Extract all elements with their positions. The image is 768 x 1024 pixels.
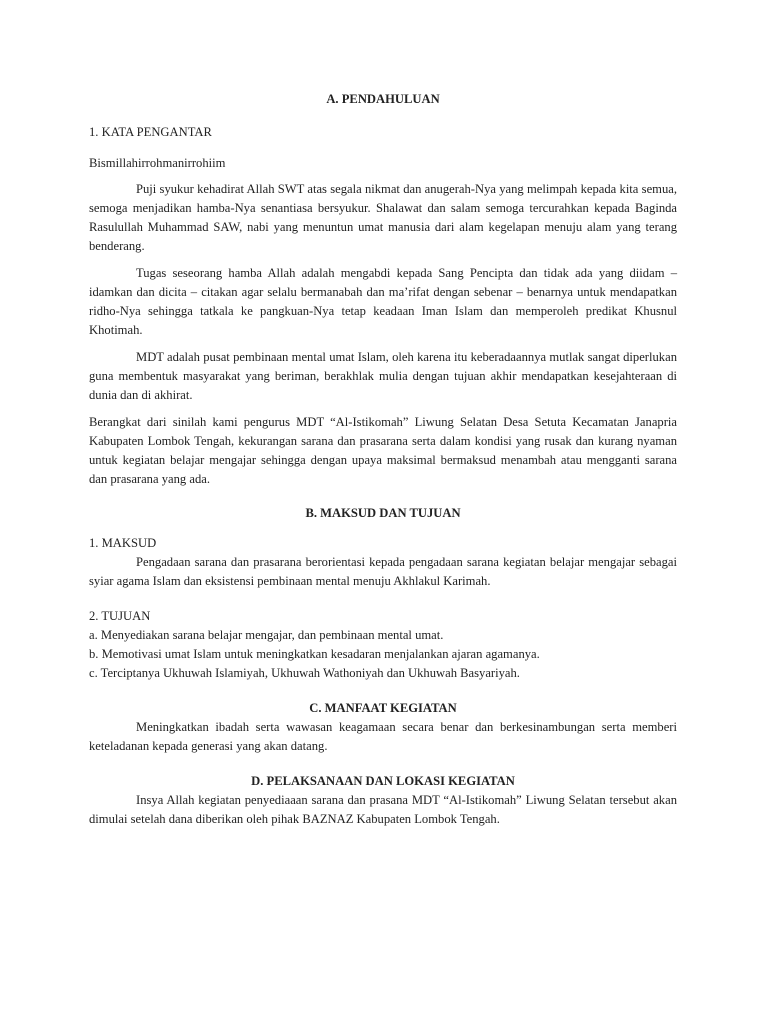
list-item: b. Memotivasi umat Islam untuk meningkatkan kesadaran menjalankan ajaran agamanya. bbox=[89, 647, 540, 661]
kata-pengantar-subheading: 1. KATA PENGANTAR bbox=[89, 125, 212, 139]
document-page bbox=[89, 90, 677, 829]
section-a-heading: A. PENDAHULUAN bbox=[326, 92, 440, 106]
intro-paragraph-1: Puji syukur kehadirat Allah SWT atas segala nikmat dan anugerah-Nya yang melimpah kepada kita semua, semoga menjadikan hamba-Nya senantiasa bersyukur. Shalawat dan salam semoga tercurahkan kepada Baginda Rasulullah Muhammad SAW, nabi yang menuntun umat manusia dari alam kegelapan menuju alam yang terang benderang. bbox=[89, 182, 677, 253]
intro-paragraph-2: Tugas seseorang hamba Allah adalah mengabdi kepada Sang Pencipta dan tidak ada yang diidam – idamkan dan dicita – citakan agar selalu bermanabah dan ma’rifat dengan sebenar – benarnya untuk mendapatkan ridho-Nya sehingga tatkala ke pangkuan-Nya tetap keadaan Iman Islam dan memperoleh predikat Khusnul Khotimah. bbox=[89, 266, 677, 337]
maksud-label: 1. MAKSUD bbox=[89, 536, 157, 550]
pelaksanaan-text: Insya Allah kegiatan penyediaaan sarana dan prasana MDT “Al-Istikomah” Liwung Selatan tersebut akan dimulai setelah dana diberikan oleh pihak BAZNAZ Kabupaten Lombok Tengah. bbox=[89, 793, 677, 826]
section-d-heading: D. PELAKSANAAN DAN LOKASI KEGIATAN bbox=[251, 774, 515, 788]
list-item: a. Menyediakan sarana belajar mengajar, dan pembinaan mental umat. bbox=[89, 628, 444, 642]
tujuan-list bbox=[89, 626, 677, 683]
tujuan-label: 2. TUJUAN bbox=[89, 609, 151, 623]
manfaat-text: Meningkatkan ibadah serta wawasan keagamaan secara benar dan berkesinambungan serta memberi keteladanan kepada generasi yang akan datang. bbox=[89, 720, 677, 753]
section-b-heading: B. MAKSUD DAN TUJUAN bbox=[305, 506, 461, 520]
opening-basmalah: Bismillahirrohmanirrohiim bbox=[89, 156, 226, 170]
list-item: c. Terciptanya Ukhuwah Islamiyah, Ukhuwah Wathoniyah dan Ukhuwah Basyariyah. bbox=[89, 666, 520, 680]
maksud-text: Pengadaan sarana dan prasarana berorientasi kepada pengadaan sarana kegiatan belajar mengajar sebagai syiar agama Islam dan eksistensi pembinaan mental menuju Akhlakul Karimah. bbox=[89, 555, 677, 588]
intro-paragraph-3: MDT adalah pusat pembinaan mental umat Islam, oleh karena itu keberadaannya mutlak sangat diperlukan guna membentuk masyarakat yang beriman, berakhlak mulia dengan tujuan akhir mendapatkan kesejahteraan di dunia dan di akhirat. bbox=[89, 350, 677, 402]
section-c-heading: C. MANFAAT KEGIATAN bbox=[309, 701, 457, 715]
intro-paragraph-4: Berangkat dari sinilah kami pengurus MDT “Al-Istikomah” Liwung Selatan Desa Setuta Kecamatan Janapria Kabupaten Lombok Tengah, kekurangan sarana dan prasarana serta dalam kondisi yang rusak dan kurang nyaman untuk kegiatan belajar mengajar sehingga dengan upaya maksimal bermaksud menambah atau mengganti sarana dan prasarana yang ada. bbox=[89, 415, 677, 486]
